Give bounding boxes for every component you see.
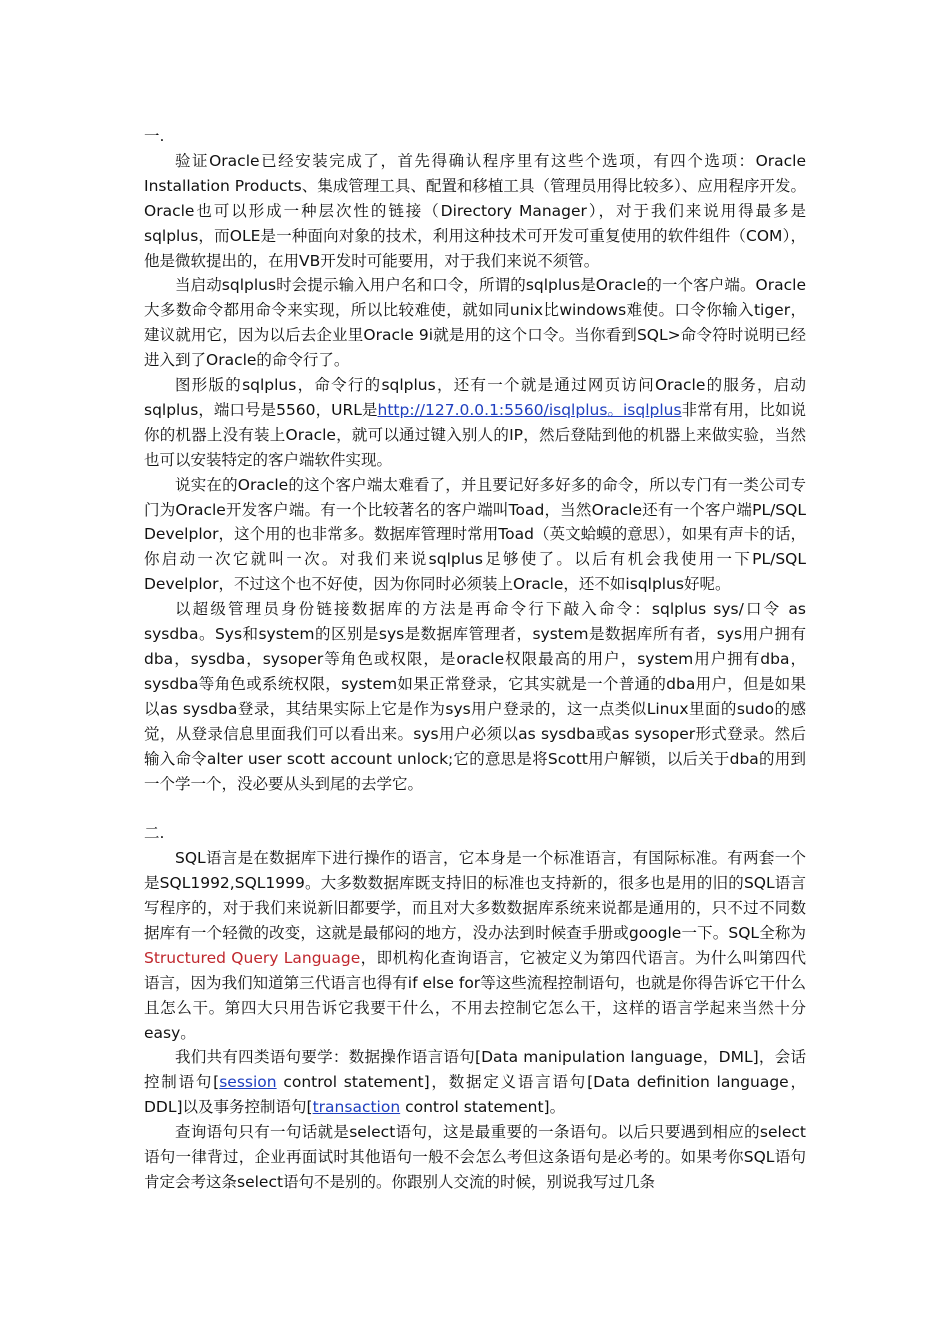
- statement-types-text-b: control statement]，数据定义语言语句[Data definition language，DDL]以及事务控制语句[: [144, 1073, 806, 1117]
- section-gap: [144, 796, 806, 821]
- structured-query-language-term: Structured Query Language: [144, 948, 361, 967]
- transaction-link[interactable]: transaction: [312, 1098, 401, 1117]
- section-1-paragraph-4: 说实在的Oracle的这个客户端太难看了，并且要记好多好多的命令，所以专门有一类公司专门为Oracle开发客户端。有一个比较著名的客户端叫Toad，当然Oracle还有一个客户端PL/SQL Develplor，这个用的也非常多。数据库管理时常用Toad（英文蛤蟆的意思），如果有声卡的话，你启动一次它就叫一次。对我们来说sqlplus足够使了。以后有机会我使用一下PL/SQL Develplor，不过这个也不好使，因为你同时必须装上Oracle，还不如isqlplus好呢。: [144, 475, 806, 594]
- section-2-heading: 二.: [144, 824, 165, 843]
- sql-intro-text-a: SQL语言是在数据库下进行操作的语言，它本身是一个标准语言，有国际标准。有两套一个是SQL1992,SQL1999。大多数数据库既支持旧的标准也支持新的，很多也是用的旧的SQL语言写程序的，对于我们来说新旧都要学，而且对大多数数据库系统来说都是通用的，只不过不同数据库有一个轻微的改变，这就是最郁闷的地方，没办法到时候查手册或google一下。SQL全称为: [144, 849, 806, 942]
- section-1-heading: 一.: [144, 127, 165, 145]
- section-2-paragraph-3: 查询语句只有一句话就是select语句，这是最重要的一条语句。以后只要遇到相应的select语句一律背过，企业再面试时其他语句一般不会怎么考但这条语句是必考的。如果考你SQL语句肯定会考这条select语句不是别的。你跟别人交流的时候，别说我写过几条: [144, 1123, 806, 1192]
- section-1-paragraph-2: 当启动sqlplus时会提示输入用户名和口令，所谓的sqlplus是Oracle的一个客户端。Oracle大多数命令都用命令来实现，所以比较难使，就如同unix比windows难使。口令你输入tiger，建议就用它，因为以后去企业里Oracle 9i就是用的这个口令。当你看到SQL>命令符时说明已经进入到了Oracle的命令行了。: [144, 276, 806, 370]
- isqlplus-url-link[interactable]: http://127.0.0.1:5560/isqlplus。isqlplus: [377, 400, 682, 419]
- section-1-paragraph-3: [144, 373, 806, 473]
- paragraph-3-text-b: 非常有用，比如说你的机器上没有装上Oracle，就可以通过键入别人的IP，然后登陆到他的机器上来做实验，当然也可以安装特定的客户端软件实现。: [144, 400, 806, 469]
- statement-types-text-c: control statement]。: [400, 1098, 566, 1117]
- statement-types-text-a: 我们共有四类语句要学：数据操作语言语句[Data manipulation language，DML]，会话控制语句[: [144, 1048, 806, 1092]
- document-page: [144, 124, 806, 1195]
- section-2-paragraph-2: [144, 1045, 806, 1120]
- section-1-paragraph-1: 验证Oracle已经安装完成了，首先得确认程序里有这些个选项，有四个选项：Oracle Installation Products、集成管理工具、配置和移植工具（管理员用得比较多）、应用程序开发。Oracle也可以形成一种层次性的链接（Directory Manager），对于我们来说用得最多是sqlplus，而OLE是一种面向对象的技术，利用这种技术可开发可重复使用的软件组件（COM），他是微软提出的，在用VB开发时可能要用，对于我们来说不须管。: [144, 151, 806, 270]
- sql-intro-text-b: ，即机构化查询语言，它被定义为第四代语言。为什么叫第四代语言，因为我们知道第三代语言也得有if else for等这些流程控制语句，也就是你得告诉它干什么且怎么干。第四大只用告诉它我要干什么，不用去控制它怎么干，这样的语言学起来当然十分easy。: [144, 948, 806, 1042]
- session-link[interactable]: session: [219, 1073, 277, 1092]
- paragraph-3-text-a: 图形版的sqlplus，命令行的sqlplus，还有一个就是通过网页访问Oracle的服务，启动sqlplus，端口号是5560，URL是: [144, 376, 806, 419]
- section-1-paragraph-5: 以超级管理员身份链接数据库的方法是再命令行下敲入命令：sqlplus sys/口令 as sysdba。Sys和system的区别是sys是数据库管理者，system是数据库所有者，sys用户拥有dba，sysdba，sysoper等角色或权限，是oracle权限最高的用户，system用户拥有dba，sysdba等角色或系统权限，system如果正常登录，它其实就是一个普通的dba用户，但是如果以as sysdba登录，其结果实际上它是作为sys用户登录的，这一点类似Linux里面的sudo的感觉，从登录信息里面我们可以看出来。sys用户必须以as sysdba或as sysoper形式登录。然后输入命令alter user scott account unlock;它的意思是将Scott用户解锁，以后关于dba的用到一个学一个，没必要从头到尾的去学它。: [144, 600, 806, 793]
- section-2-paragraph-1: [144, 846, 806, 1045]
